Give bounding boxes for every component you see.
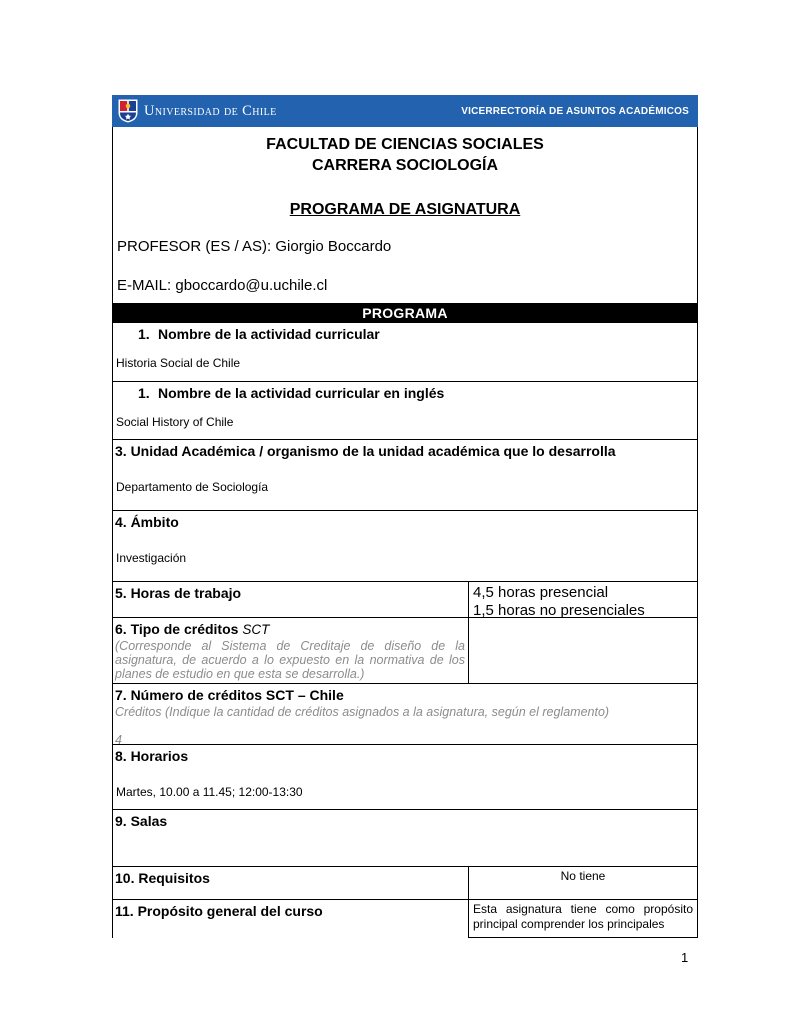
row-title: [115, 621, 465, 638]
document-header: [112, 127, 698, 303]
document-title-text: PROGRAMA DE ASIGNATURA: [289, 201, 521, 218]
row-title: 11. Propósito general del curso: [115, 903, 323, 919]
row-salas: [113, 810, 697, 867]
row-tipo-creditos: [113, 618, 697, 684]
row-title: 9. Salas: [115, 813, 168, 829]
row-value: Martes, 10.00 a 11.45; 12:00-13:30: [116, 785, 303, 799]
row-requisitos: [113, 867, 697, 900]
email-value: gboccardo@u.uchile.cl: [175, 277, 328, 294]
row-note: (Corresponde al Sistema de Creditaje de diseño de la asignatura, de acuerdo a lo expuesto en la normativa de los planes de estudio en que esta se desarrolla.): [115, 639, 465, 681]
row-proposito-general: [113, 900, 697, 938]
credit-count: 4: [115, 733, 122, 745]
page-number: 1: [681, 950, 689, 965]
row-title: 4. Ámbito: [115, 514, 179, 530]
email-label: E-MAIL:: [117, 277, 172, 294]
career-title: CARRERA SOCIOLOGÍA: [311, 157, 499, 174]
row-title-cell: [113, 618, 468, 683]
faculty-title: FACULTAD DE CIENCIAS SOCIALES: [266, 136, 544, 153]
row-title-cell: [113, 867, 468, 899]
row-number: 1.: [138, 385, 150, 401]
professor-name: Giorgio Boccardo: [275, 238, 392, 255]
row-title-cell: [113, 582, 468, 617]
row-horarios: [113, 745, 697, 810]
row-title: 8. Horarios: [115, 748, 189, 764]
row-ambito: [113, 511, 697, 582]
row-unidad-academica: [113, 440, 697, 511]
programa-section-bar: [112, 303, 698, 323]
row-value: Departamento de Sociología: [116, 480, 269, 494]
row-value-cell: Esta asignatura tiene como propósito principal comprender los principales: [468, 900, 697, 938]
row-title-cell: [113, 900, 468, 938]
row-value: Historia Social de Chile: [116, 356, 241, 370]
row-title: 7. Número de créditos SCT – Chile: [115, 687, 344, 703]
row-note: Créditos (Indique la cantidad de créditos asignados a la asignatura, según el reglamento): [115, 705, 610, 719]
university-name: Universidad de Chile: [144, 102, 277, 119]
row-title: [115, 326, 694, 343]
empty-value-cell: [468, 618, 697, 683]
row-title: [115, 385, 694, 402]
row-value-cell: [468, 582, 697, 617]
email-line: [115, 277, 695, 294]
row-value: Social History of Chile: [116, 415, 234, 429]
hours-presencial: 4,5 horas presencial: [473, 584, 609, 601]
row-value-cell: No tiene: [468, 867, 697, 899]
professor-line: [115, 238, 695, 255]
document-title: [115, 199, 695, 220]
program-table: [112, 323, 698, 938]
row-nombre-actividad: [113, 323, 697, 382]
row-horas-trabajo: [113, 582, 697, 618]
row-numero-creditos: [113, 684, 697, 745]
program-document: [112, 95, 698, 938]
vicerrectoria-label: VICERRECTORÍA DE ASUNTOS ACADÉMICOS: [461, 105, 689, 117]
professor-label: PROFESOR (ES / AS):: [117, 238, 272, 255]
university-header-bar: [112, 95, 698, 127]
university-brand: [118, 99, 277, 123]
row-title-text: 6. Tipo de créditos: [115, 621, 239, 637]
sct-label: SCT: [242, 622, 270, 637]
row-title-text: Nombre de la actividad curricular: [158, 326, 380, 342]
programa-section-title: PROGRAMA: [362, 305, 448, 321]
universidad-de-chile-logo-icon: [118, 99, 138, 123]
row-title: 3. Unidad Académica / organismo de la unidad académica que lo desarrolla: [115, 443, 616, 459]
row-number: 1.: [138, 326, 150, 342]
row-title: 5. Horas de trabajo: [115, 585, 242, 601]
hours-no-presencial: 1,5 horas no presenciales: [473, 601, 645, 617]
row-title-text: Nombre de la actividad curricular en inglés: [158, 385, 445, 401]
row-title: 10. Requisitos: [115, 870, 210, 886]
row-value: Investigación: [116, 551, 187, 565]
row-nombre-actividad-ingles: [113, 382, 697, 440]
